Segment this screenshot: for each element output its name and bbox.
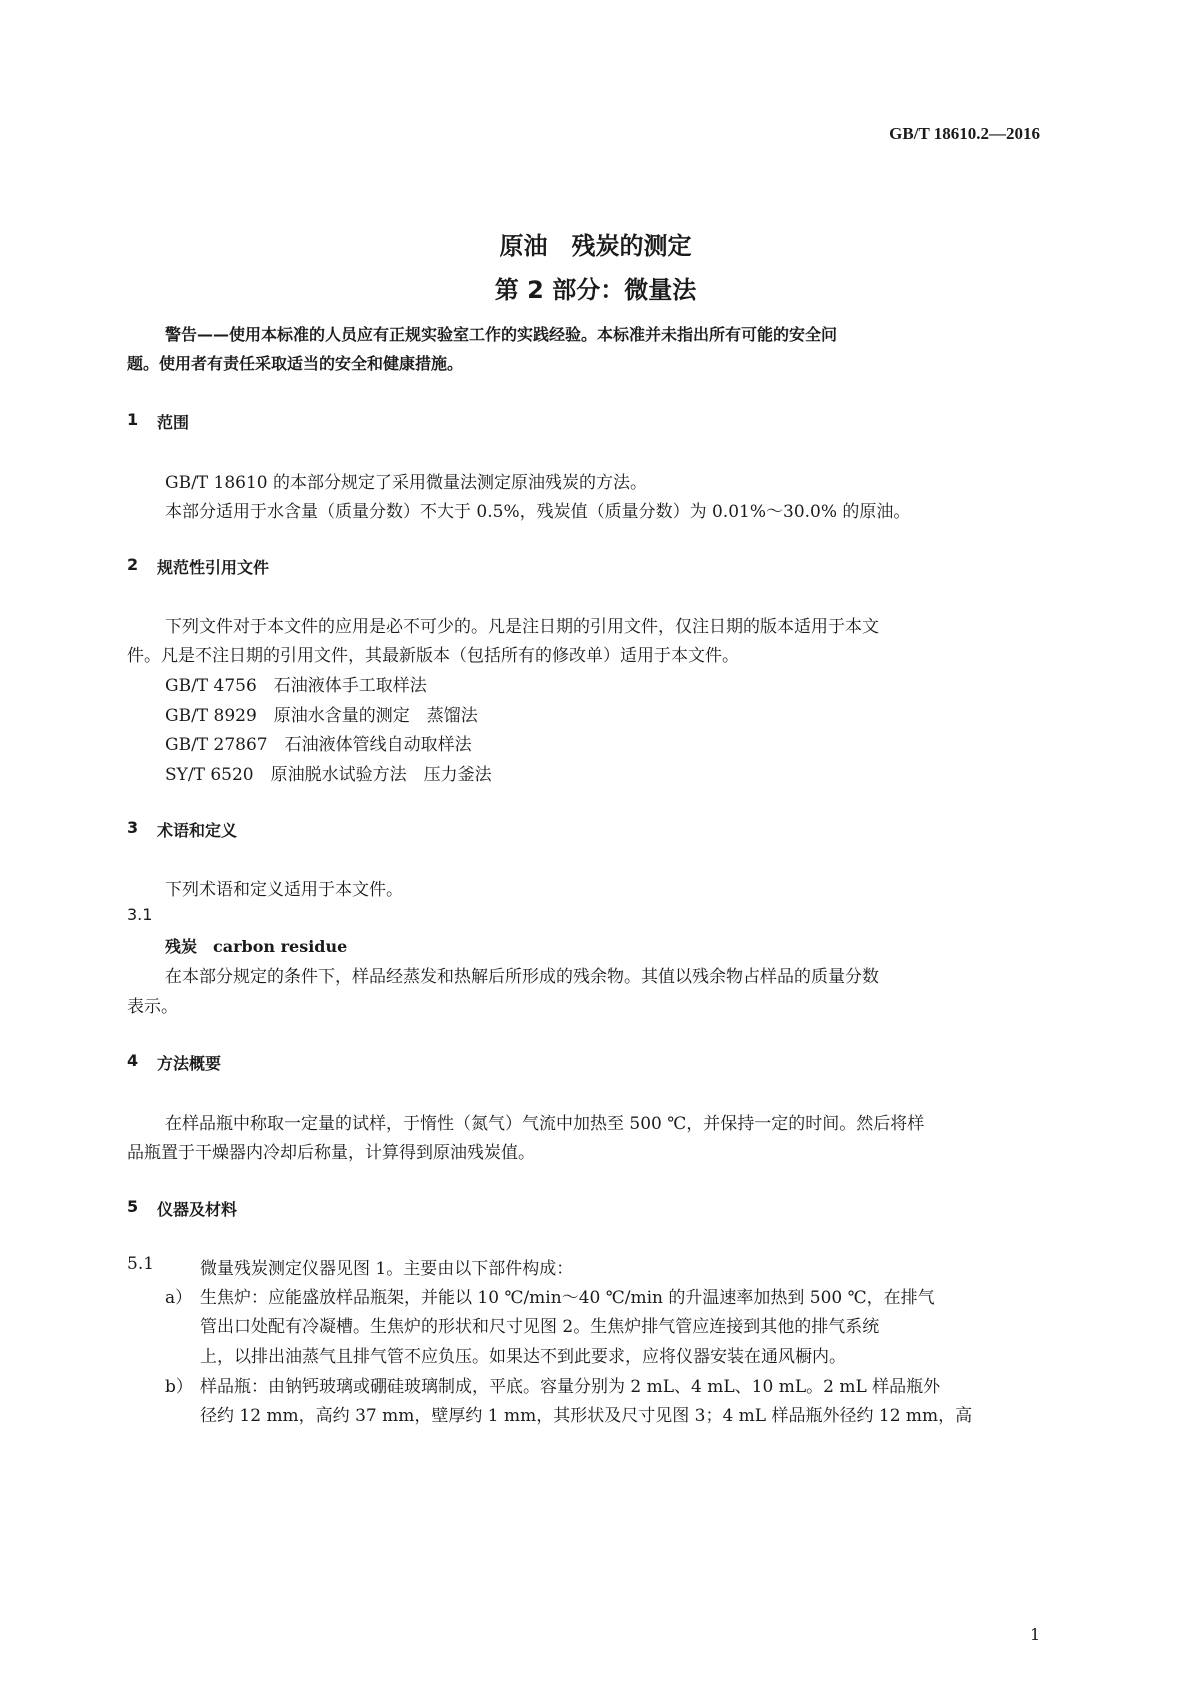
section-1-title: 范围 [157,413,190,432]
section-4-paragraph-line-1: 在样品瓶中称取一定量的试样，于惰性（氮气）气流中加热至 500 ℃，并保持一定的时间。然后将样 [165,1114,925,1134]
subsection-5-1-text: 微量残炭测定仪器见图 1。主要由以下部件构成： [200,1259,574,1279]
document-subtitle: 第 2 部分：微量法 [494,276,697,304]
standard-number: GB/T 18610.2—2016 [889,124,1040,143]
term-entry: 残炭 carbon residue [165,937,348,956]
reference-item: GB/T 8929 原油水含量的测定 蒸馏法 [165,706,478,726]
list-item-b-line-1: 样品瓶：由钠钙玻璃或硼硅玻璃制成，平底。容量分别为 2 mL、4 mL、10 mL。2 mL 样品瓶外 [200,1377,941,1397]
list-item-a-label: a） [165,1288,193,1308]
section-2-paragraph-line-1: 下列文件对于本文件的应用是必不可少的。凡是注日期的引用文件，仅注日期的版本适用于本文 [165,617,879,637]
document-title: 原油 残炭的测定 [499,232,692,260]
reference-item: GB/T 4756 石油液体手工取样法 [165,676,427,696]
reference-item: GB/T 27867 石油液体管线自动取样法 [165,735,472,755]
subsection-3-1-number: 3.1 [127,905,153,924]
list-item-a-line-2: 管出口处配有冷凝槽。生焦炉的形状和尺寸见图 2。生焦炉排气管应连接到其他的排气系统 [200,1317,880,1337]
section-2-paragraph-line-2: 件。凡是不注日期的引用文件，其最新版本（包括所有的修改单）适用于本文件。 [127,646,739,666]
section-5-title: 仪器及材料 [157,1200,238,1219]
list-item-a-line-3: 上，以排出油蒸气且排气管不应负压。如果达不到此要求，应将仪器安装在通风橱内。 [200,1347,846,1367]
term-definition-line-1: 在本部分规定的条件下，样品经蒸发和热解后所形成的残余物。其值以残余物占样品的质量分数 [165,967,879,987]
list-item-b-label: b） [165,1377,193,1397]
list-item-b-line-2: 径约 12 mm，高约 37 mm，壁厚约 1 mm，其形状及尺寸见图 3；4 mL 样品瓶外径约 12 mm，高 [200,1406,973,1426]
term-definition-line-2: 表示。 [127,997,178,1017]
section-4-paragraph-line-2: 品瓶置于干燥器内冷却后称量，计算得到原油残炭值。 [127,1143,535,1163]
subsection-5-1-number: 5.1 [127,1254,155,1274]
section-4-title: 方法概要 [157,1054,222,1073]
section-2-number: 2 [127,555,139,574]
section-1-number: 1 [127,410,139,429]
warning-line-1: 警告——使用本标准的人员应有正规实验室工作的实践经验。本标准并未指出所有可能的安全问 [165,325,838,344]
list-item-a-line-1: 生焦炉：应能盛放样品瓶架，并能以 10 ℃/min～40 ℃/min 的升温速率加热到 500 ℃，在排气 [200,1288,935,1308]
section-3-paragraph: 下列术语和定义适用于本文件。 [165,880,403,900]
section-4-number: 4 [127,1051,139,1070]
reference-item: SY/T 6520 原油脱水试验方法 压力釜法 [165,765,492,785]
page-number: 1 [1030,1625,1041,1644]
section-5-number: 5 [127,1197,139,1216]
warning-line-2: 题。使用者有责任采取适当的安全和健康措施。 [127,354,464,373]
section-3-title: 术语和定义 [157,821,238,840]
section-1-paragraph-2: 本部分适用于水含量（质量分数）不大于 0.5%，残炭值（质量分数）为 0.01%～30.0% 的原油。 [165,502,911,522]
section-3-number: 3 [127,818,139,837]
section-2-title: 规范性引用文件 [157,558,270,577]
section-1-paragraph-1: GB/T 18610 的本部分规定了采用微量法测定原油残炭的方法。 [165,473,648,493]
